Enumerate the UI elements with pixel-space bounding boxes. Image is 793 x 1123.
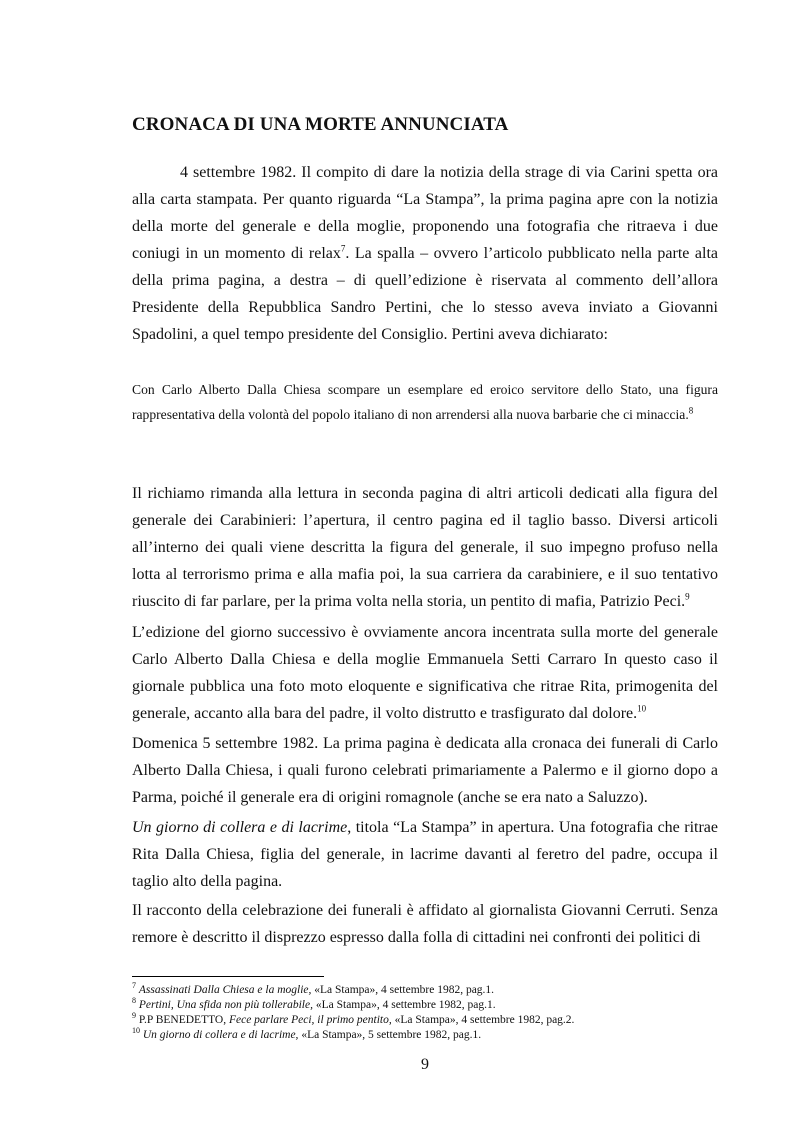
- quote-text: Con Carlo Alberto Dalla Chiesa scompare un esemplare ed eroico servitore dello Stato, una figura rappresentativa della volontà del popolo italiano di non arrendersi alla nuova barbarie che ci minaccia.: [132, 382, 718, 422]
- paragraph-intro: [132, 159, 718, 348]
- paragraph-second-page: [132, 480, 718, 615]
- footnote-number: 7: [132, 981, 136, 991]
- block-quote: [132, 378, 718, 427]
- footnotes: [132, 983, 732, 1043]
- footnote-8: [132, 998, 732, 1013]
- footnote-number: 10: [132, 1026, 140, 1036]
- footnote-source: «La Stampa», 4 settembre 1982, pag.2.: [391, 1014, 575, 1026]
- paragraph-text: 4 settembre 1982. Il compito di dare la notizia della strage di via Carini spetta ora alla carta stampata. Per quanto riguarda “La Stampa”, la prima pagina apre con la notizia della morte del generale e della moglie, proponendo una fotografia che ritraeva i due coniugi in un momento di relax: [132, 164, 718, 262]
- footnote-ref-9: 9: [685, 591, 690, 602]
- paragraph-next-edition: [132, 619, 718, 727]
- paragraph-text: Il richiamo rimanda alla lettura in seconda pagina di altri articoli dedicati alla figura del generale dei Carabinieri: l’apertura, il centro pagina ed il taglio basso. Diversi articoli all’interno dei quali viene descritta la figura del generale, il suo impegno profuso nella lotta al terrorismo prima e alla mafia poi, la sua carriera da carabiniere, e il suo tentativo riuscito di far parlare, per la prima volta nella storia, un pentito di mafia, Patrizio Peci.: [132, 485, 718, 610]
- footnote-article-title: Fece parlare Peci, il primo pentito,: [228, 1014, 392, 1026]
- paragraph-text: , titola “La Stampa” in apertura. Una fotografia che ritrae Rita Dalla Chiesa, figlia del generale, in lacrime davanti al feretro del padre, occupa il taglio alto della pagina.: [132, 819, 718, 890]
- footnote-number: 8: [132, 996, 136, 1006]
- footnote-ref-8: 8: [688, 404, 694, 415]
- footnote-ref-7: 7: [340, 243, 346, 254]
- paragraph-headline: [132, 814, 718, 895]
- footnote-ref-10: 10: [637, 703, 647, 714]
- chapter-title: CRONACA DI UNA MORTE ANNUNCIATA: [132, 114, 509, 135]
- footnote-7: [132, 983, 732, 998]
- footnote-source: «La Stampa», 5 settembre 1982, pag.1.: [298, 1029, 482, 1041]
- footnote-article-title: Un giorno di collera e di lacrime,: [142, 1029, 299, 1041]
- footnote-article-title: Assassinati Dalla Chiesa e la moglie,: [138, 984, 312, 996]
- footnote-article-title: Pertini, Una sfida non più tollerabile,: [138, 999, 313, 1011]
- headline-quote: Un giorno di collera e di lacrime: [132, 819, 348, 836]
- paragraph-funeral-report: [132, 897, 718, 951]
- paragraph-sunday: [132, 730, 718, 811]
- page-number: 9: [421, 1056, 429, 1073]
- footnote-9: [132, 1013, 732, 1028]
- footnote-number: 9: [132, 1011, 136, 1021]
- paragraph-text-continued: . La spalla – ovvero l’articolo pubblicato nella parte alta della prima pagina, a destra – di quell’edizione è riservata al commento dell’allora Presidente della Repubblica Sandro Pertini, che lo stesso aveva inviato a Giovanni Spadolini, a quel tempo presidente del Consiglio. Pertini aveva dichiarato:: [132, 245, 719, 343]
- footnote-divider: [132, 976, 324, 977]
- footnote-source: «La Stampa», 4 settembre 1982, pag.1.: [311, 984, 495, 996]
- footnote-source: «La Stampa», 4 settembre 1982, pag.1.: [312, 999, 496, 1011]
- paragraph-text: L’edizione del giorno successivo è ovviamente ancora incentrata sulla morte del generale Carlo Alberto Dalla Chiesa e della moglie Emmanuela Setti Carraro In questo caso il giornale pubblica una foto moto eloquente e significativa che ritrae Rita, primogenita del generale, accanto alla bara del padre, il volto distrutto e trasfigurato dal dolore.: [132, 624, 718, 722]
- paragraph-text: Il racconto della celebrazione dei funerali è affidato al giornalista Giovanni Cerruti. Senza remore è descritto il disprezzo espresso dalla folla di cittadini nei confronti dei politici di: [132, 902, 718, 946]
- paragraph-text: Domenica 5 settembre 1982. La prima pagina è dedicata alla cronaca dei funerali di Carlo Alberto Dalla Chiesa, i quali furono celebrati primariamente a Palermo e il giorno dopo a Parma, poiché il generale era di origini romagnole (anche se era nato a Saluzzo).: [132, 735, 718, 806]
- footnote-10: [132, 1028, 732, 1043]
- footnote-author: P.P BENEDETTO,: [138, 1014, 229, 1026]
